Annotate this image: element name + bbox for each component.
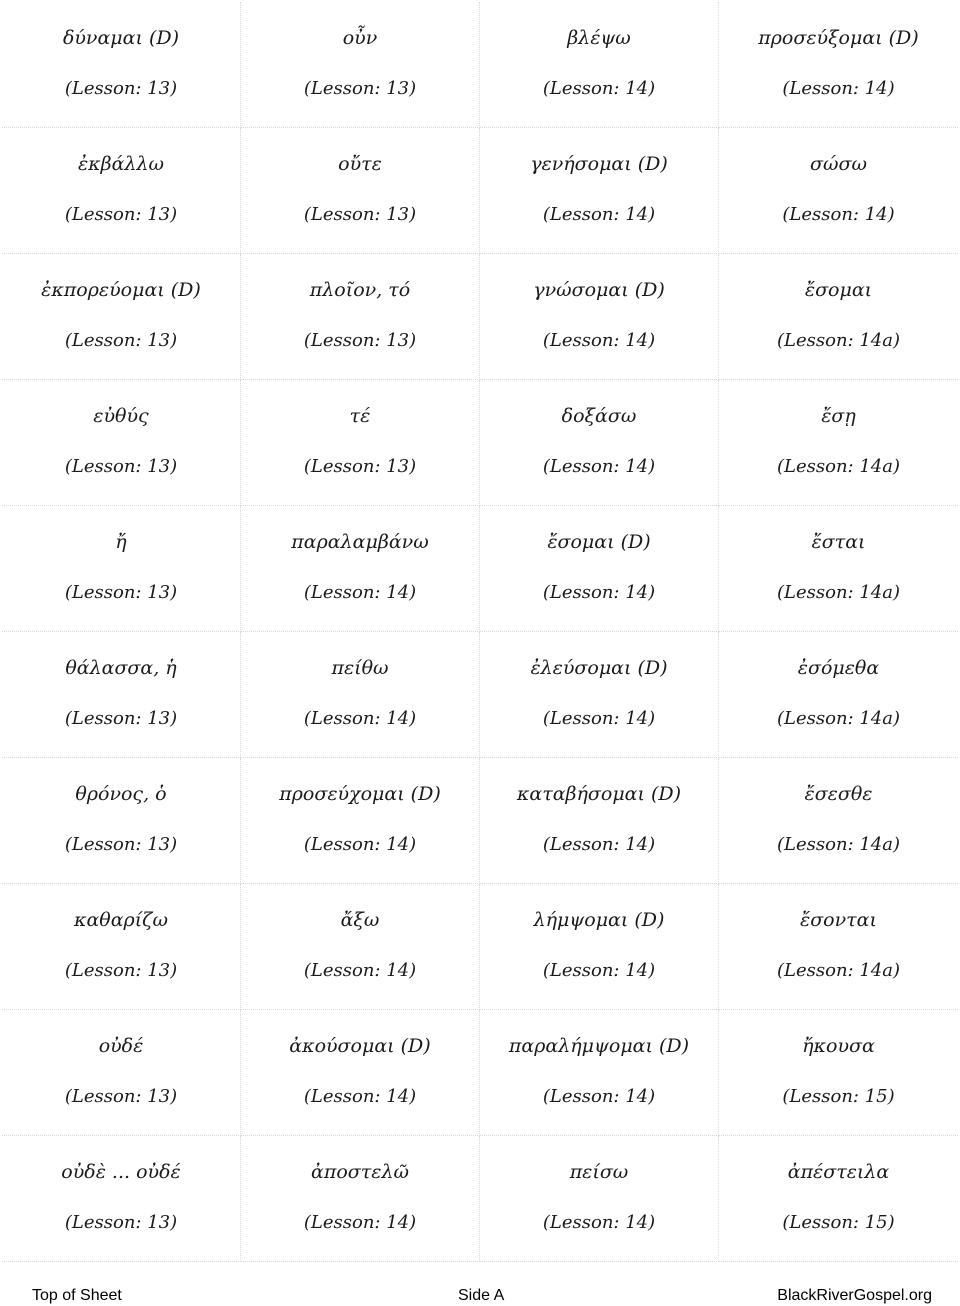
flashcard-lesson: (Lesson: 13): [64, 582, 178, 603]
flashcard-term: οὖν: [342, 27, 378, 49]
flashcard-term: πείσω: [569, 1161, 629, 1183]
flashcard-lesson: (Lesson: 13): [64, 960, 178, 981]
flashcard: [241, 632, 480, 758]
flashcard: [241, 2, 480, 128]
flashcard-lesson: (Lesson: 14): [542, 708, 656, 729]
flashcard-lesson: (Lesson: 14a): [777, 456, 900, 477]
flashcard-lesson: (Lesson: 14): [303, 834, 417, 855]
flashcard: [719, 632, 958, 758]
flashcard-term: πλοῖον, τό: [309, 279, 411, 301]
flashcard-term: ἐκπορεύομαι (D): [41, 279, 201, 301]
flashcard-lesson: (Lesson: 13): [64, 834, 178, 855]
flashcard-term: εὐθύς: [93, 405, 149, 427]
footer-side-label: Side A: [458, 1287, 505, 1304]
flashcard-term: ἔσῃ: [821, 405, 856, 427]
flashcard: [2, 128, 241, 254]
flashcard-term: οὐδέ: [98, 1035, 144, 1057]
flashcard-term: γνώσομαι (D): [533, 279, 665, 301]
flashcard-term: παραλαμβάνω: [291, 531, 429, 553]
flashcard-lesson: (Lesson: 14a): [777, 834, 900, 855]
flashcard: [719, 884, 958, 1010]
flashcard-term: ἔσονται: [800, 909, 877, 931]
flashcard: [719, 758, 958, 884]
flashcard-lesson: (Lesson: 13): [64, 330, 178, 351]
flashcard-term: τέ: [349, 405, 371, 427]
flashcard-term: ἤ: [115, 531, 127, 553]
flashcard-lesson: (Lesson: 14a): [777, 330, 900, 351]
flashcard: [480, 2, 719, 128]
flashcard-term: γενήσομαι (D): [530, 153, 668, 175]
flashcard: [480, 1136, 719, 1262]
flashcard-term: οὔτε: [338, 153, 382, 175]
flashcard-term: ἀκούσομαι (D): [289, 1035, 431, 1057]
flashcard-lesson: (Lesson: 15): [782, 1086, 895, 1107]
flashcard-lesson: (Lesson: 13): [64, 1212, 178, 1233]
flashcard: [2, 884, 241, 1010]
flashcard-lesson: (Lesson: 13): [303, 330, 417, 351]
flashcard: [241, 506, 480, 632]
flashcard-term: δύναμαι (D): [62, 27, 180, 49]
flashcard: [480, 128, 719, 254]
flashcard: [241, 128, 480, 254]
flashcard-lesson: (Lesson: 14): [542, 582, 656, 603]
flashcard-term: προσεύχομαι (D): [279, 783, 441, 805]
flashcard-lesson: (Lesson: 13): [64, 456, 178, 477]
flashcard-term: προσεύξομαι (D): [758, 27, 919, 49]
flashcard: [480, 254, 719, 380]
flashcard: [719, 1136, 958, 1262]
flashcard: [719, 2, 958, 128]
flashcard-term: ἔσομαι (D): [547, 531, 651, 553]
flashcard-term: θρόνος, ὁ: [75, 783, 167, 805]
flashcard: [241, 380, 480, 506]
flashcard-lesson: (Lesson: 13): [303, 456, 417, 477]
flashcard: [2, 1136, 241, 1262]
flashcard: [241, 1010, 480, 1136]
flashcard-term: ἄξω: [340, 909, 380, 931]
flashcard-lesson: (Lesson: 14): [303, 708, 417, 729]
flashcard: [2, 758, 241, 884]
flashcard-lesson: (Lesson: 14): [542, 456, 656, 477]
flashcard: [241, 884, 480, 1010]
flashcard-term: καθαρίζω: [74, 909, 168, 931]
flashcard-lesson: (Lesson: 14): [542, 330, 656, 351]
flashcard-lesson: (Lesson: 14): [303, 582, 417, 603]
flashcard-lesson: (Lesson: 14a): [777, 582, 900, 603]
flashcard: [480, 884, 719, 1010]
flashcard-lesson: (Lesson: 14): [782, 78, 895, 99]
flashcard-lesson: (Lesson: 13): [303, 204, 417, 225]
flashcard-term: ἀπέστειλα: [787, 1161, 890, 1183]
flashcard-term: ἐσόμεθα: [797, 657, 880, 679]
flashcard-lesson: (Lesson: 13): [64, 1086, 178, 1107]
flashcard: [241, 254, 480, 380]
footer-site-name: BlackRiverGospel.org: [777, 1287, 932, 1304]
flashcard-lesson: (Lesson: 13): [64, 708, 178, 729]
flashcard-lesson: (Lesson: 15): [782, 1212, 895, 1233]
flashcard: [480, 758, 719, 884]
flashcard-term: παραλήμψομαι (D): [508, 1035, 690, 1057]
flashcard: [480, 506, 719, 632]
flashcard: [2, 2, 241, 128]
flashcard: [719, 254, 958, 380]
flashcard-term: θάλασσα, ἡ: [65, 657, 177, 679]
flashcard: [241, 758, 480, 884]
flashcard-term: οὐδὲ ... οὐδέ: [61, 1161, 181, 1183]
flashcard: [2, 1010, 241, 1136]
flashcard-term: καταβήσομαι (D): [516, 783, 682, 805]
flashcard: [719, 1010, 958, 1136]
flashcard-term: ἔσεσθε: [804, 783, 873, 805]
flashcard-lesson: (Lesson: 13): [64, 204, 178, 225]
flashcard-lesson: (Lesson: 13): [64, 78, 178, 99]
flashcard: [480, 632, 719, 758]
flashcard-term: δοξάσω: [561, 405, 637, 427]
flashcard: [480, 380, 719, 506]
flashcard-term: ἐκβάλλω: [77, 153, 165, 175]
flashcard-term: ἐλεύσομαι (D): [530, 657, 668, 679]
flashcard: [2, 506, 241, 632]
flashcard-lesson: (Lesson: 14): [303, 1212, 417, 1233]
footer-top-of-sheet: Top of Sheet: [32, 1287, 122, 1304]
flashcard-lesson: (Lesson: 14a): [777, 960, 900, 981]
flashcard-lesson: (Lesson: 14): [303, 1086, 417, 1107]
flashcard-lesson: (Lesson: 14): [542, 78, 656, 99]
flashcard-lesson: (Lesson: 14): [542, 960, 656, 981]
flashcard: [719, 380, 958, 506]
flashcard-term: ἔσομαι: [804, 279, 873, 301]
flashcard: [241, 1136, 480, 1262]
flashcard-lesson: (Lesson: 14): [303, 960, 417, 981]
flashcard-lesson: (Lesson: 14): [782, 204, 895, 225]
flashcard: [2, 254, 241, 380]
flashcard: [2, 632, 241, 758]
flashcard-lesson: (Lesson: 14): [542, 1212, 656, 1233]
flashcard-term: ἀποστελῶ: [311, 1161, 409, 1183]
flashcard-term: σώσω: [810, 153, 867, 175]
flashcard-lesson: (Lesson: 14): [542, 204, 656, 225]
flashcard-grid: [2, 2, 958, 1262]
flashcard-lesson: (Lesson: 14): [542, 1086, 656, 1107]
flashcard: [2, 380, 241, 506]
page-footer: [0, 1287, 960, 1305]
flashcard-term: ἤκουσα: [802, 1035, 875, 1057]
flashcard: [719, 128, 958, 254]
flashcard-lesson: (Lesson: 14): [542, 834, 656, 855]
flashcard-lesson: (Lesson: 14a): [777, 708, 900, 729]
flashcard-term: βλέψω: [567, 27, 631, 49]
flashcard-term: ἔσται: [811, 531, 866, 553]
flashcard-lesson: (Lesson: 13): [303, 78, 417, 99]
flashcard-term: λήμψομαι (D): [533, 909, 665, 931]
flashcard: [480, 1010, 719, 1136]
flashcard: [719, 506, 958, 632]
flashcard-term: πείθω: [331, 657, 389, 679]
